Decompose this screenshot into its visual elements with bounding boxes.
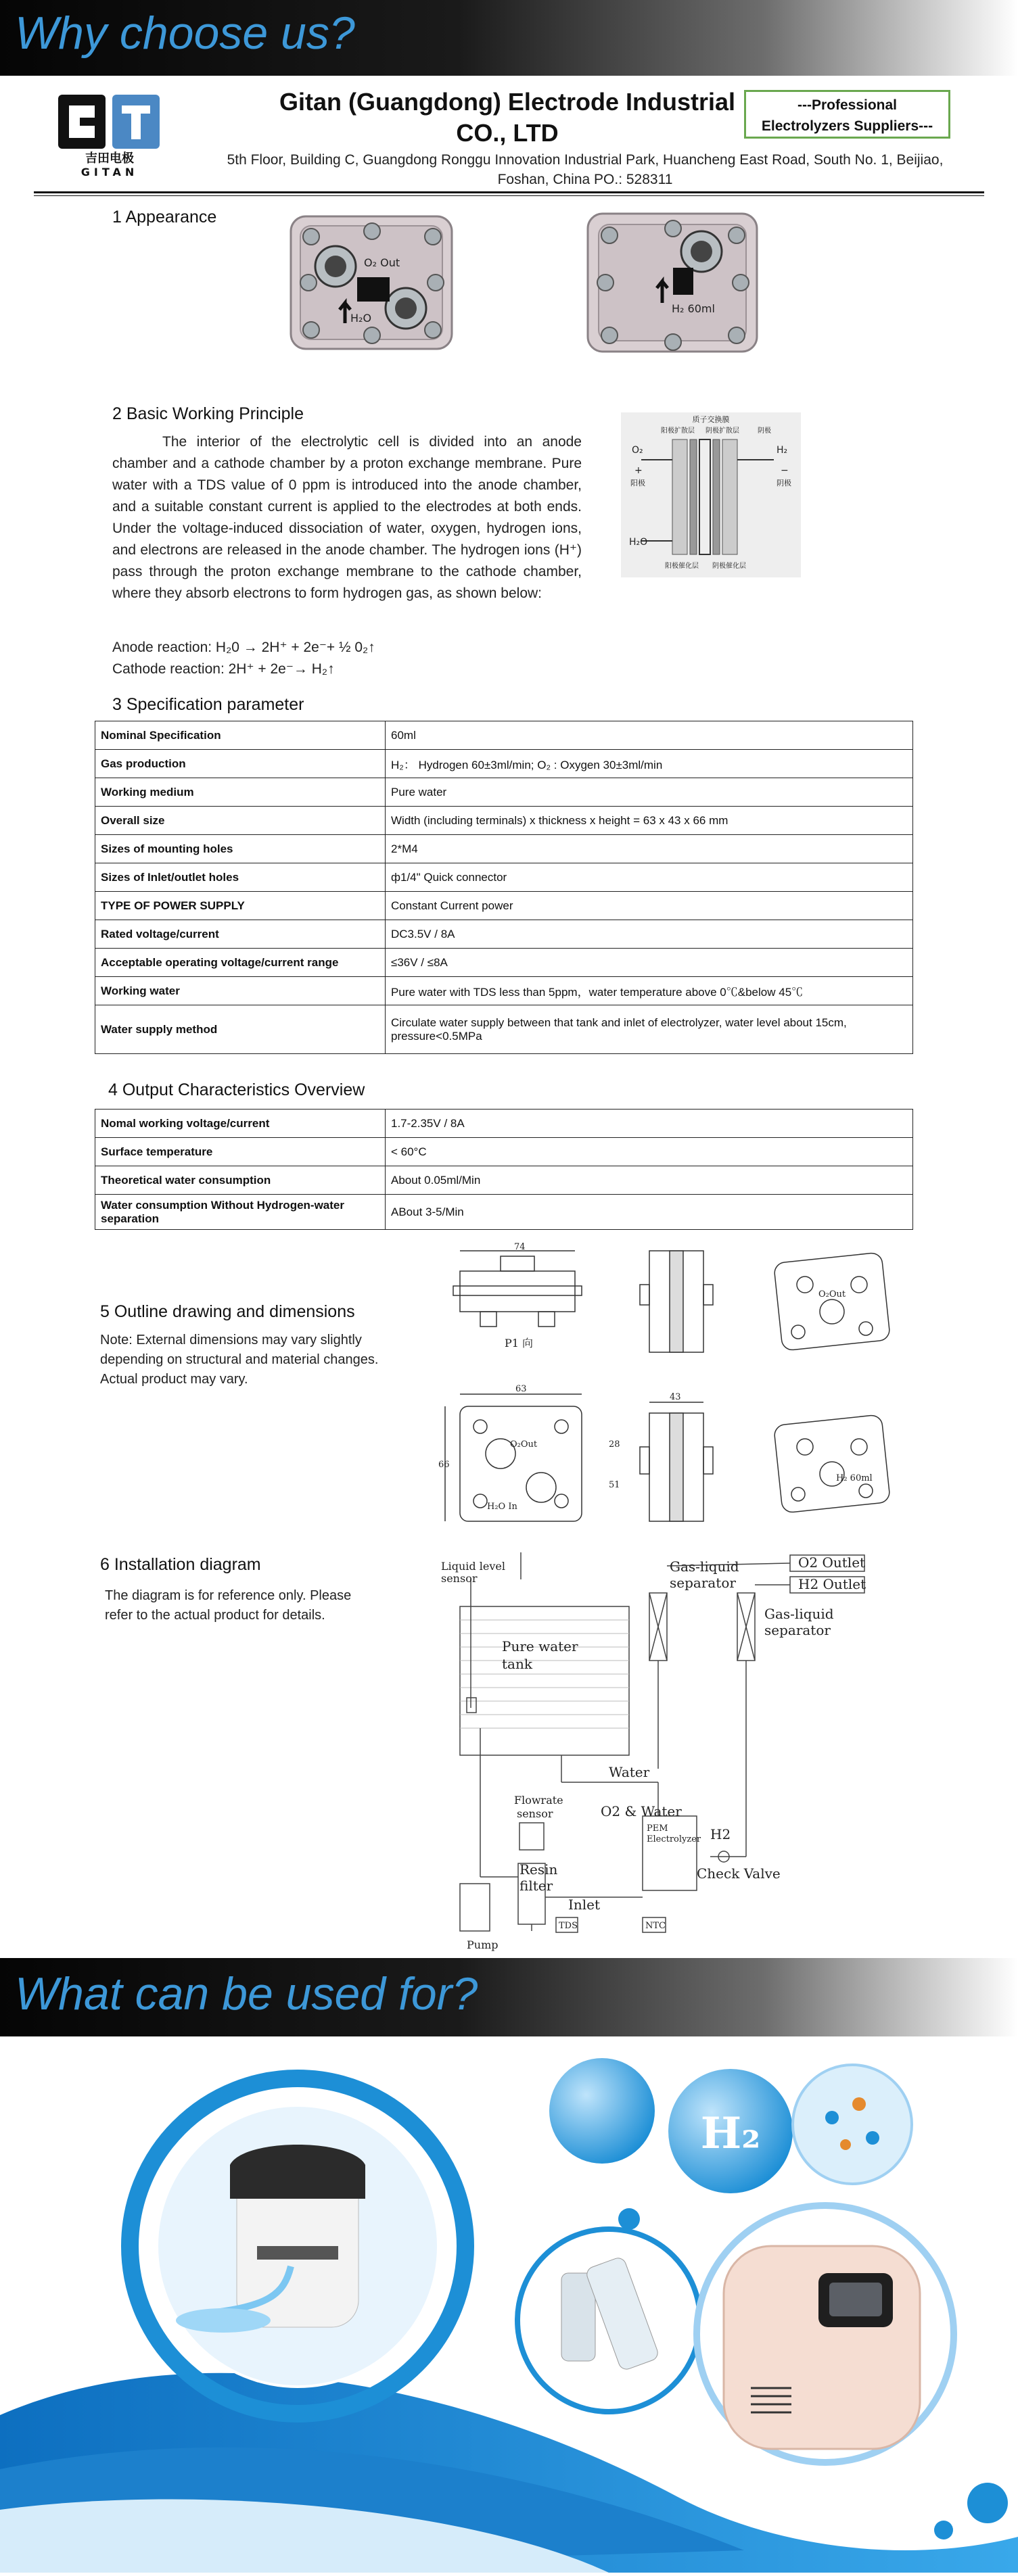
dim-74: 74: [514, 1242, 526, 1252]
cathode-reaction: Cathode reaction: 2H⁺ + 2e⁻→ H₂↑: [112, 661, 335, 677]
address-line1: 5th Floor, Building C, Guangdong Ronggu Innovation Industrial Park, Huancheng East Road, South No. 1, Beijiao,: [227, 152, 944, 168]
label-o2-out: O₂ Out: [364, 256, 400, 269]
logo-chinese: 吉田电极: [85, 151, 134, 166]
spec-table: [95, 721, 913, 1054]
table-cell-value: 60ml: [386, 721, 913, 750]
outline-drawings: [440, 1244, 906, 1547]
table-cell-value: H₂： Hydrogen 60±3ml/min; O₂ : Oxygen 30±3ml/min: [386, 750, 913, 778]
table-row: [95, 977, 913, 1005]
diagram-label-cathode-diffusion: 阴极扩散层: [705, 427, 739, 435]
diagram-minus: −: [781, 465, 789, 476]
table-cell-value: DC3.5V / 8A: [386, 920, 913, 949]
h2-badge-text: H₂: [700, 2108, 761, 2159]
table-cell-value: ≤36V / ≤8A: [386, 949, 913, 977]
label-gas-liquid-1: Gas-liquid: [670, 1558, 739, 1575]
label-electrolyzer: Electrolyzer: [647, 1834, 701, 1844]
applications-banner-title: What can be used for?: [15, 1968, 478, 2020]
table-row: [95, 1195, 913, 1230]
diagram-label-membrane: 质子交换膜: [692, 415, 730, 424]
label-resin: Resin: [519, 1861, 558, 1878]
company-address: [210, 150, 961, 189]
table-cell-key: Theoretical water consumption: [95, 1166, 386, 1195]
table-cell-key: Working water: [95, 977, 386, 1005]
output-table: [95, 1109, 913, 1230]
electrolyzer-back-photo: [572, 201, 774, 368]
principle-paragraph: The interior of the electrolytic cell is divided into an anode chamber and a cathode chamber by a proton exchange membrane. Pure water with a TDS value of 0 ppm is introduced into the anode chamber, and a suitable constant current is applied to the electrodes at both ends. Under the voltage-induced dissociation of water, oxygen, hydrogen ions, and electrons are released in the anode chamber. The hydrogen ions (H⁺) pass through the proton exchange membrane to the cathode chamber, where they absorb electrons to form hydrogen gas, as shown below:: [112, 434, 582, 601]
table-cell-value: Width (including terminals) x thickness x height = 63 x 43 x 66 mm: [386, 807, 913, 835]
section-outline-title: 5 Outline drawing and dimensions: [100, 1302, 355, 1321]
label-pem: PEM: [647, 1823, 668, 1834]
table-cell-key: TYPE OF POWER SUPPLY: [95, 892, 386, 920]
electrolyzer-front-photo: [271, 201, 473, 362]
table-row: [95, 807, 913, 835]
label-inlet: Inlet: [568, 1897, 601, 1913]
table-cell-value: < 60°C: [386, 1138, 913, 1166]
table-row: [95, 949, 913, 977]
pem-principle-diagram: [621, 412, 801, 577]
dim-43: 43: [670, 1392, 681, 1402]
table-cell-key: Acceptable operating voltage/current range: [95, 949, 386, 977]
logo-brand: GITAN: [80, 166, 139, 178]
applications-graphic: [0, 2036, 1018, 2573]
table-row: [95, 778, 913, 807]
label-h2-60ml: H₂ 60ml: [672, 302, 715, 315]
table-cell-value: 1.7-2.35V / 8A: [386, 1110, 913, 1138]
table-cell-value: 2*M4: [386, 835, 913, 863]
table-cell-key: Overall size: [95, 807, 386, 835]
label-liquid-level: Liquid level: [441, 1560, 505, 1573]
iso-o2-mark: O₂Out: [818, 1289, 846, 1299]
table-row: [95, 1138, 913, 1166]
table-row: [95, 721, 913, 750]
label-h2: H2: [710, 1826, 731, 1842]
label-o2-outlet: O2 Outlet: [798, 1554, 866, 1571]
table-cell-key: Sizes of Inlet/outlet holes: [95, 863, 386, 892]
outline-note: Note: External dimensions may vary slightly depending on structural and material changes. Actual product may vary.: [100, 1333, 379, 1387]
table-cell-value: Circulate water supply between that tank and inlet of electrolyzer, water level about 15cm, pressure<0.5MPa: [386, 1005, 913, 1054]
section-principle-title: 2 Basic Working Principle: [112, 404, 304, 423]
table-cell-key: Water consumption Without Hydrogen-water separation: [95, 1195, 386, 1230]
section-output-title: 4 Output Characteristics Overview: [108, 1080, 365, 1099]
label-separator-1: separator: [670, 1575, 736, 1591]
table-cell-key: Sizes of mounting holes: [95, 835, 386, 863]
supplier-line1: ---Professional: [797, 97, 898, 113]
applications-banner: [0, 1958, 1018, 2036]
label-h2o-in: H₂O: [350, 312, 372, 325]
table-cell-value: ABout 3-5/Min: [386, 1195, 913, 1230]
table-row: [95, 750, 913, 778]
label-ntc: NTC: [645, 1921, 666, 1931]
table-cell-key: Surface temperature: [95, 1138, 386, 1166]
label-tds: TDS: [559, 1921, 578, 1931]
table-cell-value: About 0.05ml/Min: [386, 1166, 913, 1195]
label-tank: tank: [502, 1656, 532, 1672]
dim-51: 51: [609, 1480, 620, 1490]
label-pure-water: Pure water: [502, 1638, 578, 1654]
section-installation-title: 6 Installation diagram: [100, 1555, 261, 1574]
dim-66: 66: [438, 1460, 450, 1470]
label-flowrate: Flowrate: [514, 1794, 563, 1807]
label-h2-outlet: H2 Outlet: [798, 1576, 866, 1592]
label-gas-liquid-2: Gas-liquid: [764, 1606, 834, 1622]
diagram-label-anode-catalyst: 阳极催化层: [665, 563, 699, 570]
table-cell-key: Nomal working voltage/current: [95, 1110, 386, 1138]
table-cell-value: ф1/4" Quick connector: [386, 863, 913, 892]
front-o2-mark: O₂Out: [510, 1439, 538, 1450]
label-filter: filter: [519, 1878, 553, 1894]
header-divider-thin: [34, 195, 984, 196]
table-row: [95, 1166, 913, 1195]
diagram-label-anode-diffusion: 阳极扩散层: [661, 427, 695, 435]
front-h2o-mark: H₂O In: [487, 1502, 517, 1512]
label-o2-water: O2 & Water: [601, 1803, 682, 1819]
diagram-o2: O₂: [632, 445, 643, 456]
diagram-anode: 阳极: [630, 479, 645, 487]
table-row: [95, 920, 913, 949]
installation-diagram: [440, 1552, 906, 1958]
label-separator-2: separator: [764, 1622, 831, 1638]
iso-h2-mark: H₂ 60ml: [836, 1473, 873, 1483]
diagram-h2o: H₂O: [629, 537, 648, 548]
header-divider: [34, 191, 984, 193]
table-cell-key: Gas production: [95, 750, 386, 778]
diagram-h2: H₂: [777, 445, 788, 456]
table-row: [95, 863, 913, 892]
diagram-label-cathode-catalyst: 阴极催化层: [712, 563, 746, 570]
table-row: [95, 1005, 913, 1054]
label-water: Water: [609, 1764, 650, 1780]
table-cell-key: Rated voltage/current: [95, 920, 386, 949]
table-row: [95, 1110, 913, 1138]
company-name: [271, 87, 744, 149]
table-cell-key: Water supply method: [95, 1005, 386, 1054]
diagram-cathode: 阴极: [777, 479, 791, 487]
section-appearance-title: 1 Appearance: [112, 208, 217, 226]
view-label: P1 向: [505, 1337, 534, 1350]
table-cell-key: Working medium: [95, 778, 386, 807]
table-row: [95, 892, 913, 920]
section-spec-title: 3 Specification parameter: [112, 695, 304, 714]
dim-63: 63: [515, 1384, 527, 1394]
label-pump: Pump: [467, 1938, 499, 1951]
banner-title: Why choose us?: [15, 7, 355, 59]
label-check-valve: Check Valve: [697, 1865, 781, 1882]
label-sensor: sensor: [441, 1572, 478, 1585]
table-cell-key: Nominal Specification: [95, 721, 386, 750]
top-banner: [0, 0, 1018, 76]
supplier-line2: Electrolyzers Suppliers---: [761, 118, 933, 134]
company-logo: [55, 91, 164, 178]
table-cell-value: Pure water with TDS less than 5ppm，water temperature above 0℃&below 45℃: [386, 977, 913, 1005]
diagram-label-cathode-top: 阴极: [758, 427, 771, 435]
label-flowrate-sensor: sensor: [517, 1807, 553, 1820]
table-cell-value: Pure water: [386, 778, 913, 807]
company-name-line1: Gitan (Guangdong) Electrode Industrial: [279, 88, 735, 116]
table-row: [95, 835, 913, 863]
table-cell-value: Constant Current power: [386, 892, 913, 920]
supplier-badge: [744, 90, 950, 139]
installation-note: The diagram is for reference only. Please refer to the actual product for details.: [105, 1588, 352, 1623]
anode-reaction: Anode reaction: H₂0 → 2H⁺ + 2e⁻+ ½ 0₂↑: [112, 640, 375, 655]
address-line2: Foshan, China PO.: 528311: [497, 172, 673, 187]
company-name-line2: CO., LTD: [456, 119, 559, 147]
diagram-plus: +: [634, 465, 643, 476]
dim-28: 28: [609, 1439, 620, 1450]
